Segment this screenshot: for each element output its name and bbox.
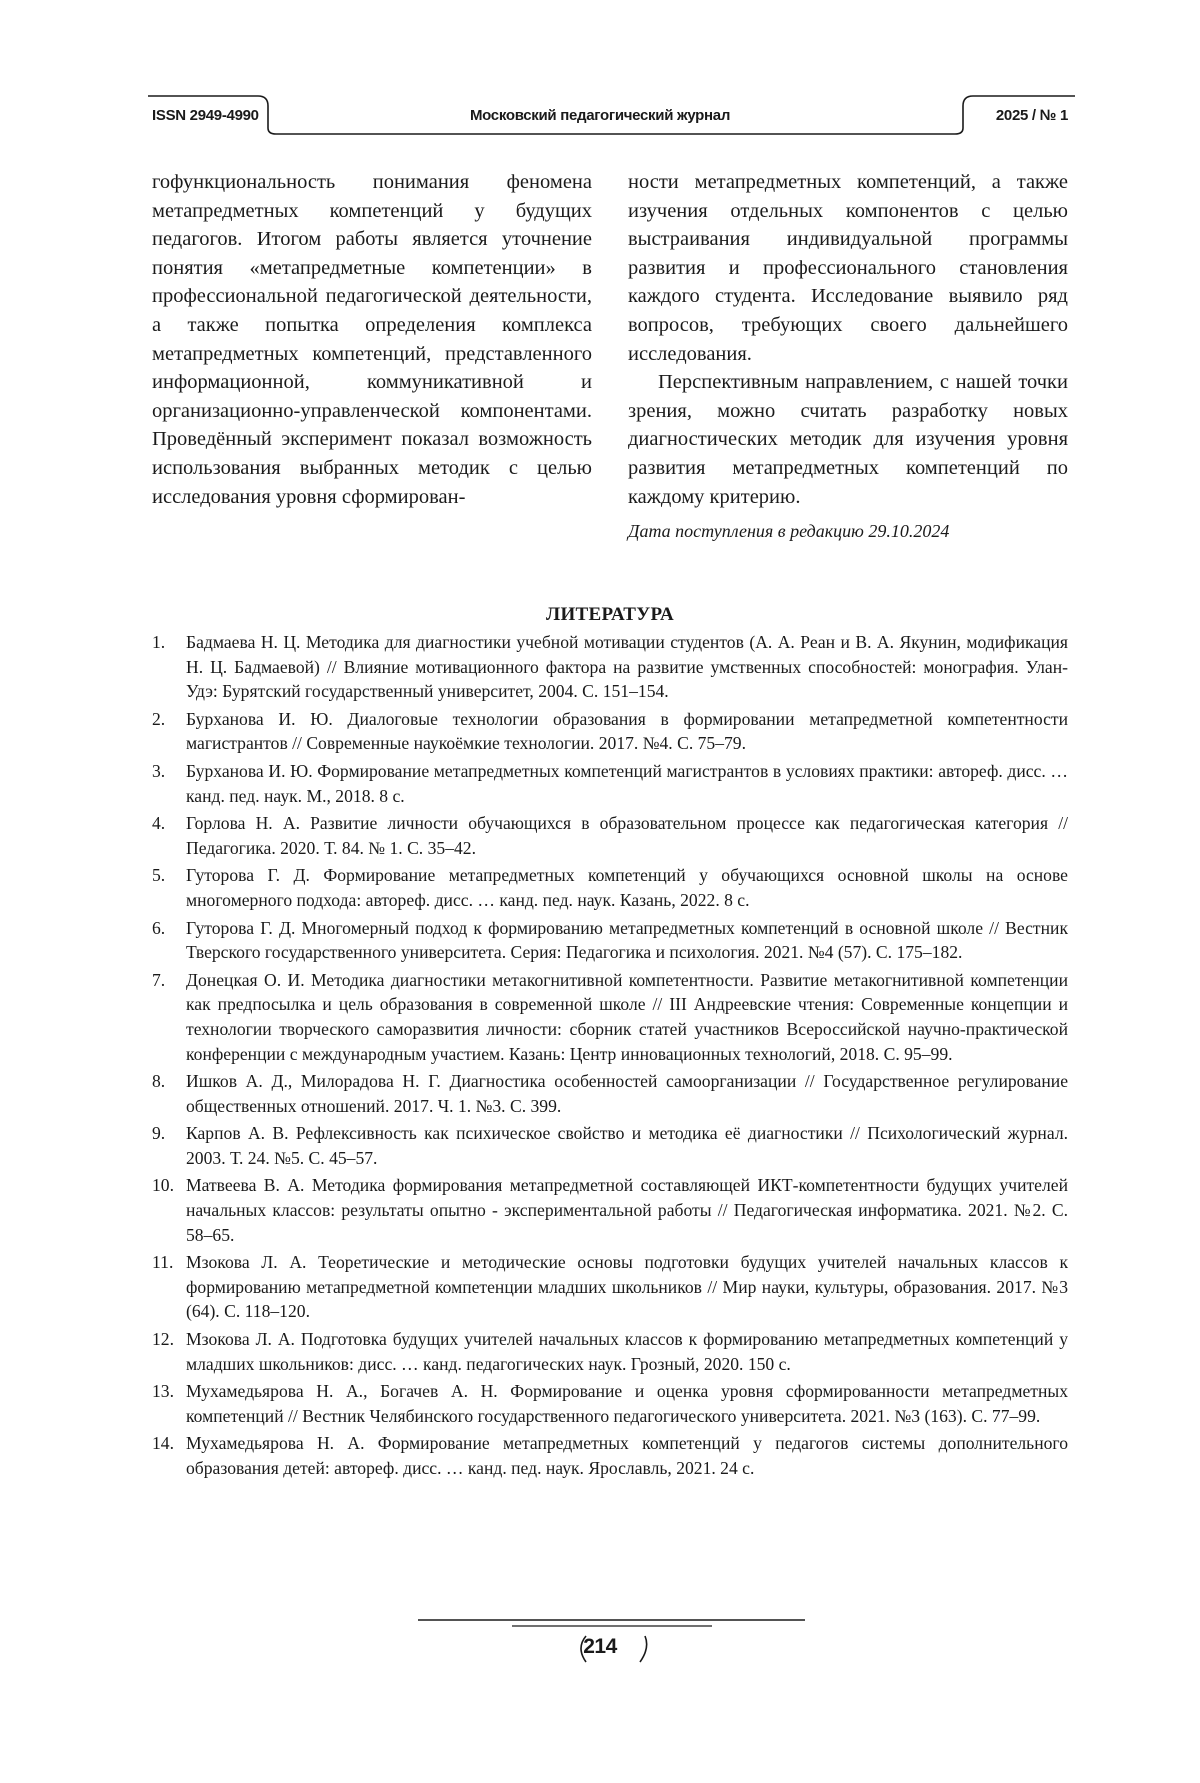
reference-number: 13. <box>152 1381 174 1402</box>
reference-text: Гуторова Г. Д. Многомерный подход к формированию метапредметных компетенций в основной школе // Вестник Тверского государственного университета. Серия: Педагогика и психология. 2021. №4 (57). С. 175–182. <box>186 917 1068 963</box>
page-footer <box>0 1600 1200 1690</box>
reference-text: Мухамедьярова Н. А., Богачев А. Н. Формирование и оценка уровня сформированности метапредметных компетенций // Вестник Челябинского государственного педагогического университета. 2021. №3 (163). С. 77–99. <box>186 1381 1068 1426</box>
reference-text: Мухамедьярова Н. А. Формирование метапредметных компетенций у педагогов системы дополнительного образования детей: автореф. дисс. … канд. пед. наук. Ярославль, 2021. 24 с. <box>186 1433 1068 1478</box>
right-column <box>628 168 1068 546</box>
reference-number: 7. <box>152 969 166 990</box>
reference-text: Мзокова Л. А. Подготовка будущих учителей начальных классов к формированию метапредметных компетенций у младших школьников: дисс. … канд. педагогических наук. Грозный, 2020. 150 с. <box>186 1329 1068 1374</box>
reference-number: 5. <box>152 865 166 886</box>
reference-number: 11. <box>152 1252 174 1273</box>
reference-text: Матвеева В. А. Методика формирования метапредметной составляющей ИКТ-компетентности будущих учителей начальных классов: результаты опытно - экспериментальной работы // Педагогическая информатика. 2021. №2. С. 58–65. <box>186 1175 1068 1245</box>
article-body <box>152 168 1068 546</box>
reference-text: Бурханова И. Ю. Формирование метапредметных компетенций магистрантов в условиях практики: автореф. дисс. … канд. пед. наук. М., 2018. 8 с. <box>186 760 1068 806</box>
page-header <box>0 0 1200 150</box>
reference-item <box>152 630 1068 704</box>
issue-label: 2025 / № 1 <box>995 107 1068 124</box>
journal-title: Московский педагогический журнал <box>469 107 731 124</box>
reference-text: Горлова Н. А. Развитие личности обучающихся в образовательном процессе как педагогическая категория // Педагогика. 2020. Т. 84. № 1. С. 35–42. <box>186 813 1068 858</box>
reference-item <box>152 707 1068 756</box>
issn-label: ISSN 2949-4990 <box>152 107 259 124</box>
received-date: Дата поступления в редакцию 29.10.2024 <box>628 521 950 542</box>
reference-item <box>152 759 1068 808</box>
reference-number: 2. <box>152 708 166 729</box>
reference-item <box>152 1327 1068 1376</box>
reference-text: Мзокова Л. А. Теоретические и методические основы подготовки будущих учителей начальных классов к формированию метапредметной компетенции младших школьников // Мир науки, культуры, образования. 2017. №3 (64). С. 118–120. <box>186 1252 1068 1322</box>
references-section <box>152 604 1068 1484</box>
page-number: 214 <box>583 1635 617 1658</box>
reference-item <box>152 1121 1068 1170</box>
reference-item <box>152 1250 1068 1324</box>
header-frame-lines <box>0 0 1200 150</box>
reference-number: 1. <box>152 632 166 652</box>
reference-item <box>152 1379 1068 1428</box>
reference-text: Донецкая О. И. Методика диагностики метакогнитивной компетентности. Развитие метакогнитивной компетенции как предпосылка и цель образования в современной школе // III Андреевские чтения: Современные концепции и технологии творческого саморазвития личности: сборник статей участников Всероссийской научно-практической конференции с международным участием. Казань: Центр инновационных технологий, 2018. С. 95–99. <box>186 969 1068 1064</box>
reference-text: Карпов А. В. Рефлексивность как психическое свойство и методика её диагностики // Психологический журнал. 2003. Т. 24. №5. С. 45–57. <box>186 1123 1068 1168</box>
right-column-paragraph-2: Перспективным направлением, с нашей точки зрения, можно считать разработку новых диагностических методик для изучения уровня развития метапредметных компетенций по каждому критерию. <box>628 371 1068 508</box>
reference-number: 6. <box>152 917 166 938</box>
references-list <box>152 630 1068 1481</box>
reference-text: Гуторова Г. Д. Формирование метапредметных компетенций у обучающихся основной школы на основе многомерного подхода: автореф. дисс. … канд. пед. наук. Казань, 2022. 8 с. <box>186 865 1068 910</box>
reference-number: 10. <box>152 1175 174 1196</box>
left-column-text: гофункциональность понимания феномена метапредметных компетенций у будущих педагогов. Итогом работы является уточнение понятия «метапредметные компетенции» в профессиональной педагогической деятельности, а также попытка определения комплекса метапредметных компетенций, представленного информационной, коммуникативной и организационно-управленческой компонентами. Проведённый эксперимент показал возможность использования выбранных методик с целью исследования уровня сформирован- <box>152 171 592 508</box>
reference-item <box>152 863 1068 912</box>
reference-item <box>152 916 1068 965</box>
right-column-paragraph-1: ности метапредметных компетенций, а также изучения отдельных компонентов с целью выстраивания индивидуальной программы развития и профессионального становления каждого студента. Исследование выявило ряд вопросов, требующих своего дальнейшего исследования. <box>628 171 1068 365</box>
reference-item <box>152 811 1068 860</box>
reference-number: 8. <box>152 1071 166 1092</box>
reference-number: 9. <box>152 1123 166 1144</box>
reference-number: 4. <box>152 813 166 834</box>
reference-number: 12. <box>152 1329 174 1350</box>
reference-text: Ишков А. Д., Милорадова Н. Г. Диагностика особенностей самоорганизации // Государственное регулирование общественных отношений. 2017. Ч. 1. №3. С. 399. <box>186 1071 1068 1116</box>
reference-item <box>152 1173 1068 1247</box>
reference-item <box>152 1431 1068 1480</box>
reference-item <box>152 968 1068 1066</box>
reference-item <box>152 1069 1068 1118</box>
reference-number: 14. <box>152 1433 174 1454</box>
reference-number: 3. <box>152 760 166 781</box>
reference-text: Бадмаева Н. Ц. Методика для диагностики учебной мотивации студентов (А. А. Реан и В. А. Якунин, модификация Н. Ц. Бадмаевой) // Влияние мотивационного фактора на развитие умственных способностей: монография. Улан-Удэ: Бурятский государственный университет, 2004. С. 151–154. <box>186 632 1068 702</box>
reference-text: Бурханова И. Ю. Диалоговые технологии образования в формировании метапредметной компетентности магистрантов // Современные наукоёмкие технологии. 2017. №4. С. 75–79. <box>186 708 1068 754</box>
left-column <box>152 168 592 546</box>
references-title: ЛИТЕРАТУРА <box>545 604 675 625</box>
